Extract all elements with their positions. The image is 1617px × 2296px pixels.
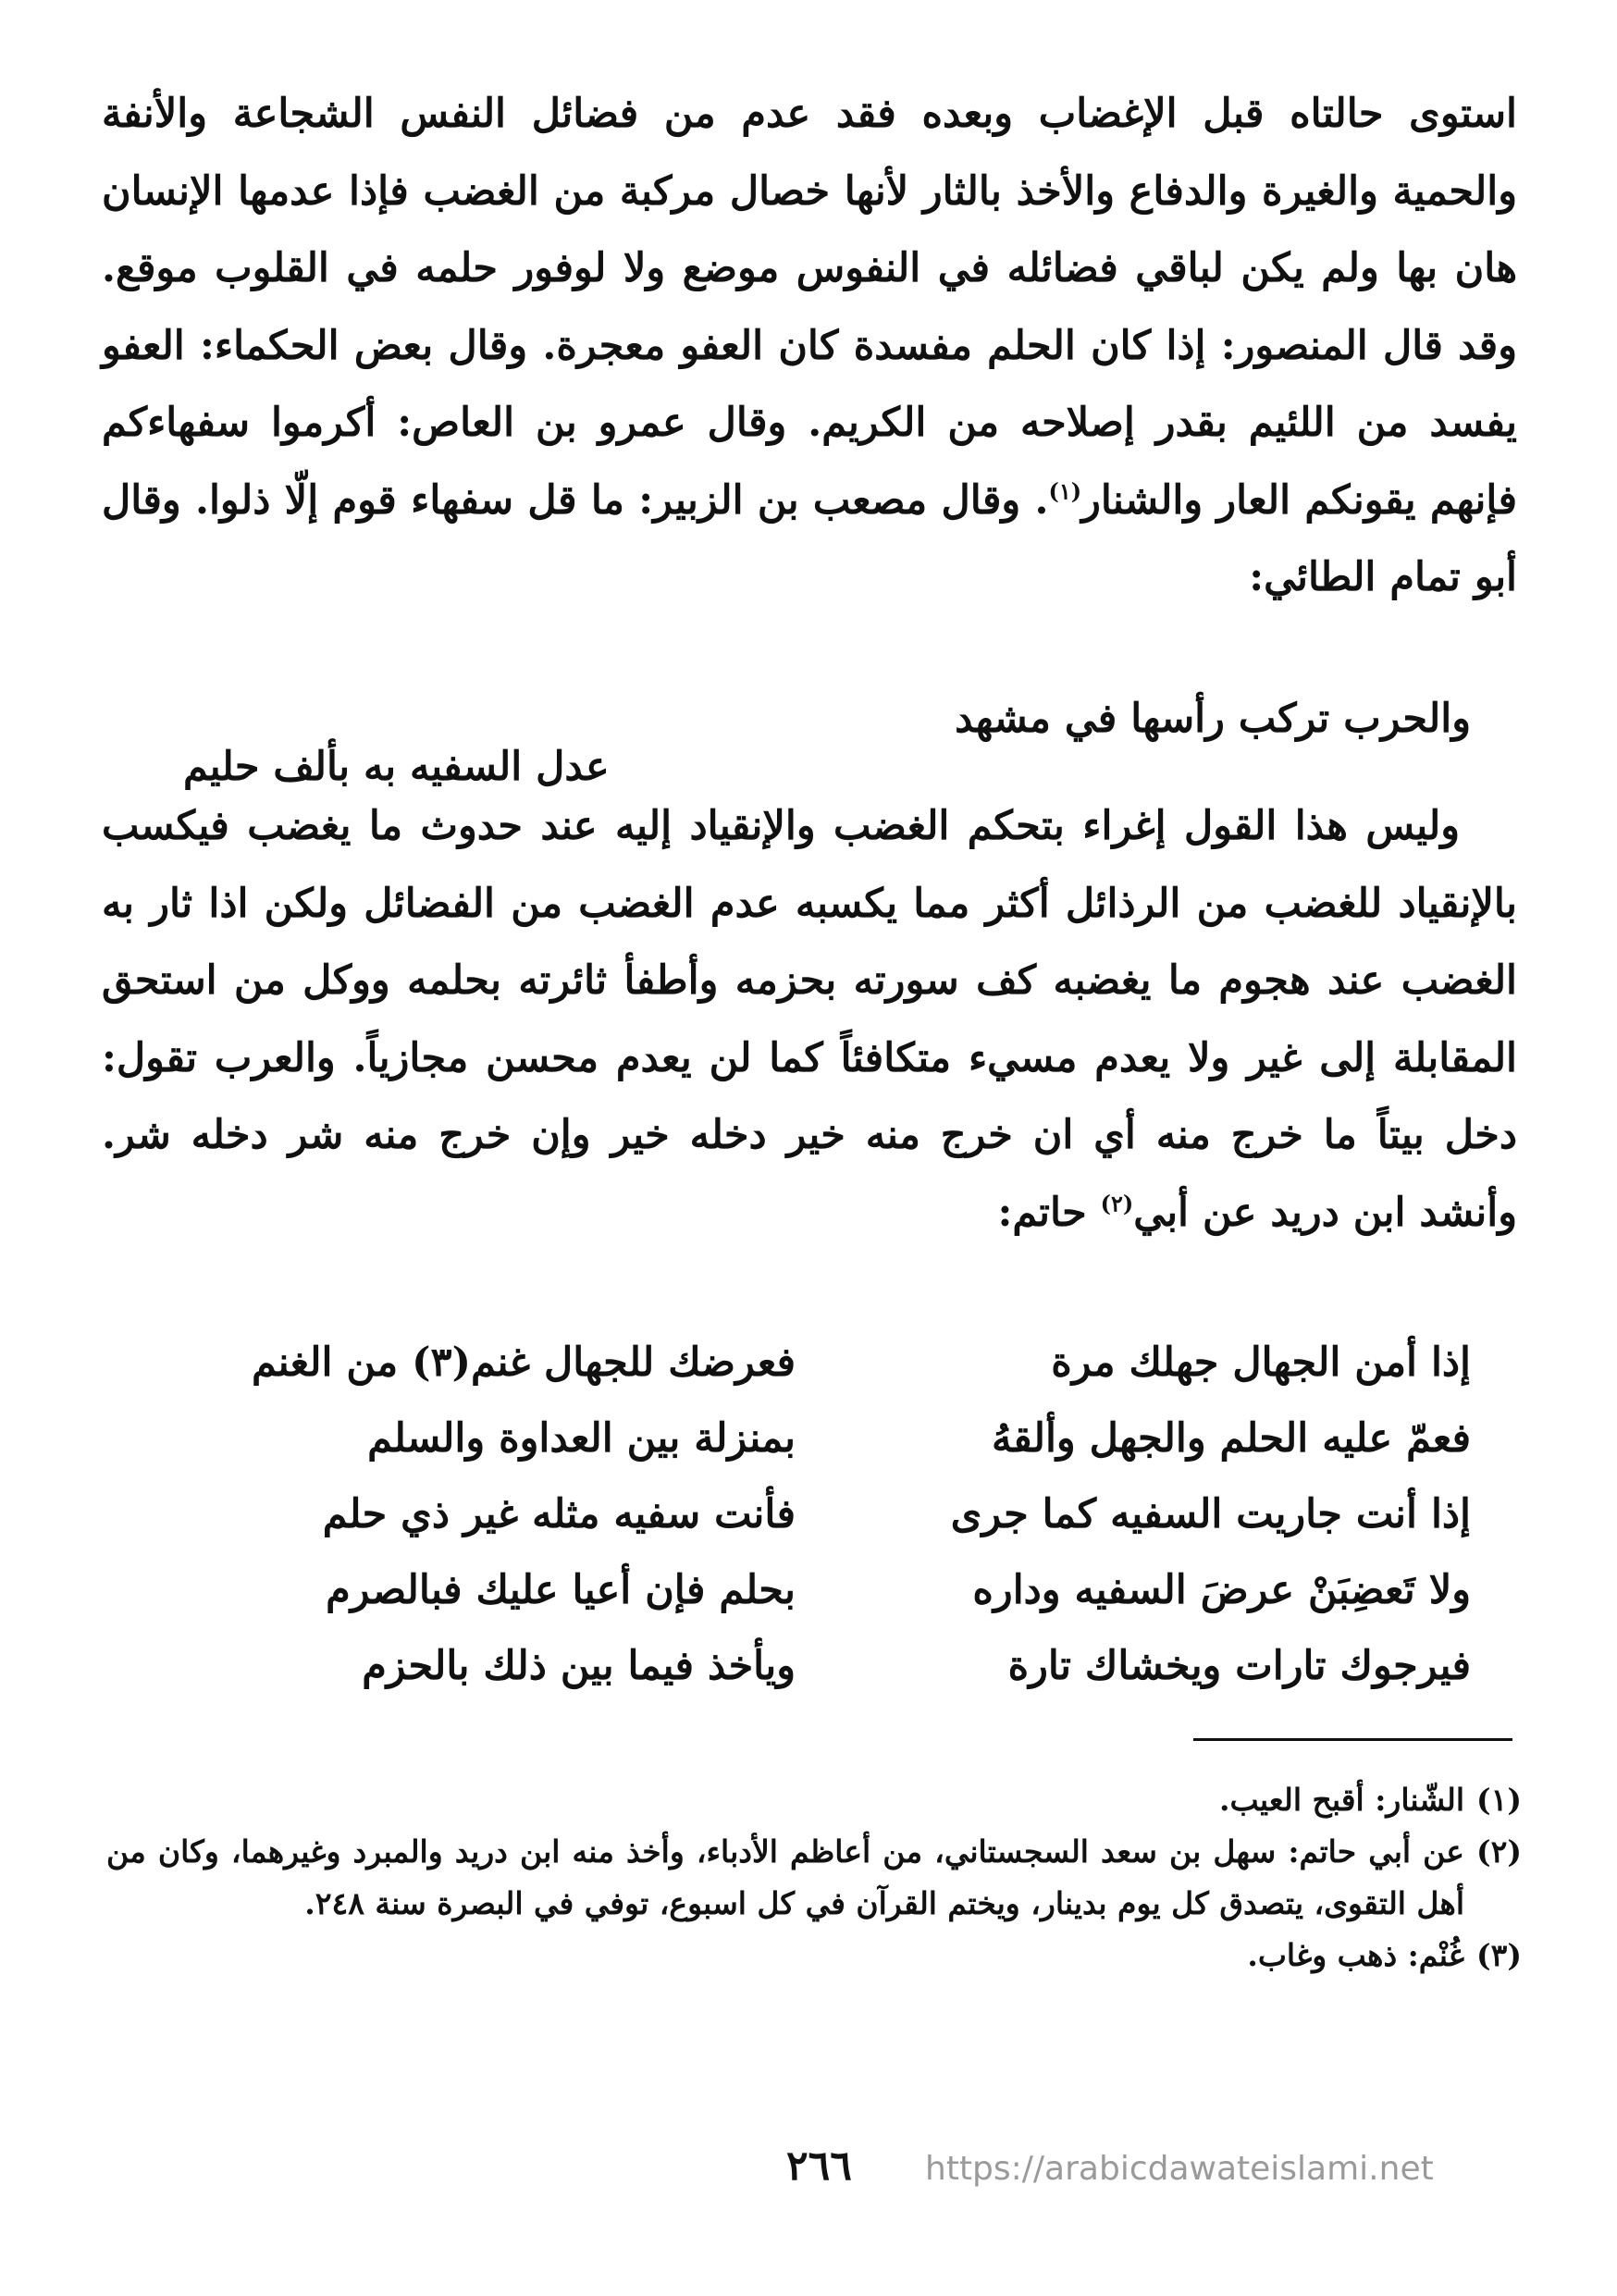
poem-verse bbox=[157, 1415, 1471, 1491]
footnote-number: (١) bbox=[1476, 1782, 1522, 1818]
poem bbox=[157, 1339, 1471, 1719]
poem-verse bbox=[157, 1339, 1471, 1415]
verse-hemistich-right: فيرجوك تارات ويخشاك تارة bbox=[1007, 1643, 1471, 1689]
poem-verse bbox=[157, 1643, 1471, 1719]
paragraph bbox=[102, 788, 1517, 1252]
paragraph-text: حاتم: bbox=[997, 1189, 1101, 1236]
paragraph-text: استوى حالتاه قبل الإغضاب وبعده فقد عدم من فضائل النفس الشجاعة والأنفة والحمية والغيرة والدفاع والأخذ بالثار لأنها خصال مركبة من الغضب فإذا عدمها الإنسان هان بها ولم يكن لباقي فضائله في النفوس موضع ولا لوفور حلمه في القلوب موقع. وقد قال المنصور: إذا كان الحلم مفسدة كان العفو معجرة. وقال بعض الحكماء: العفو يفسد من اللئيم بقدر إصلاحه من الكريم. وقال عمرو بن العاص: أكرموا سفهاءكم فإنهم يقونكم العار والشنار bbox=[102, 91, 1517, 524]
footnote-number: (٢) bbox=[1476, 1833, 1522, 1870]
paragraph-text: وليس هذا القول إغراء بتحكم الغضب والإنقياد إليه عند حدوث ما يغضب فيكسب بالإنقياد للغضب من الرذائل أكثر مما يكسبه عدم الغضب من الفضائل ولكن اذا ثار به الغضب عند هجوم ما يغضبه كف سورته بحزمه وأطفأ ثائرته بحلمه ووكل من استحق المقابلة إلى غير ولا يعدم مسيء متكافئاً كما لن يعدم محسن مجازياً. والعرب تقول: دخل بيتاً ما خرج منه أي ان خرج منه خير دخله خير وإن خرج منه شر دخله شر. وأنشد ابن دريد عن أبي bbox=[102, 803, 1517, 1236]
paragraph-text: . وقال مصعب بن الزبير: ما قل سفهاء قوم إلّا ذلوا. وقال أبو تمام الطائي: bbox=[102, 476, 1517, 600]
footnote-separator bbox=[1193, 1738, 1512, 1741]
watermark-url: https://arabicdawateislami.net bbox=[925, 2150, 1434, 2188]
footnote bbox=[106, 1774, 1522, 1826]
poem-verse bbox=[157, 1567, 1471, 1643]
verse-hemistich-left: بمنزلة بين العداوة والسلم bbox=[367, 1415, 796, 1462]
verse-hemistich-right: فعمّ عليه الحلم والجهل وألقهُ bbox=[992, 1415, 1471, 1462]
verse-hemistich-left: ويأخذ فيما بين ذلك بالحزم bbox=[362, 1643, 796, 1689]
page-number: ٢٦٦ bbox=[786, 2142, 852, 2190]
footnote bbox=[106, 1826, 1522, 1930]
main-text-block bbox=[102, 76, 1517, 617]
main-text-block bbox=[102, 788, 1517, 1252]
footnote-number: (٣) bbox=[1476, 1937, 1522, 1973]
footnotes bbox=[106, 1774, 1522, 1981]
verse-hemistich-right: إذا أنت جاريت السفيه كما جرى bbox=[950, 1491, 1471, 1537]
footnote-text: غُنْم: ذهب وغاب. bbox=[1247, 1937, 1464, 1973]
footnote-text: عن أبي حاتم: سهل بن سعد السجستاني، من أعاظم الأدباء، وأخذ منه ابن دريد والمبرد وغيرهما، وكان من أهل التقوى، يتصدق كل يوم بدينار، ويختم القرآن في كل اسبوع، توفي في البصرة سنة ٢٤٨. bbox=[106, 1833, 1464, 1921]
verse-hemistich: والحرب تركب رأسها في مشهد bbox=[955, 696, 1471, 742]
verse-hemistich: عدل السفيه به بألف حليم bbox=[183, 744, 610, 790]
paragraph bbox=[102, 76, 1517, 617]
footnote-text: الشّنار: أقبح العيب. bbox=[1219, 1782, 1464, 1818]
verse-hemistich-left: فعرضك للجهال غنم(٣) من الغنم bbox=[252, 1339, 796, 1386]
verse-hemistich-left: فأنت سفيه مثله غير ذي حلم bbox=[322, 1491, 796, 1537]
verse-hemistich-left: بحلم فإن أعيا عليك فبالصرم bbox=[326, 1567, 796, 1613]
verse-hemistich-right: إذا أمن الجهال جهلك مرة bbox=[1051, 1339, 1471, 1386]
footnote bbox=[106, 1930, 1522, 1981]
footnote-marker: (٢) bbox=[1100, 1190, 1134, 1217]
poem-verse bbox=[157, 1491, 1471, 1567]
verse-hemistich-right: ولا تَعضِبَنْ عرضَ السفيه وداره bbox=[972, 1567, 1471, 1613]
footnote-marker: (١) bbox=[1048, 477, 1082, 505]
